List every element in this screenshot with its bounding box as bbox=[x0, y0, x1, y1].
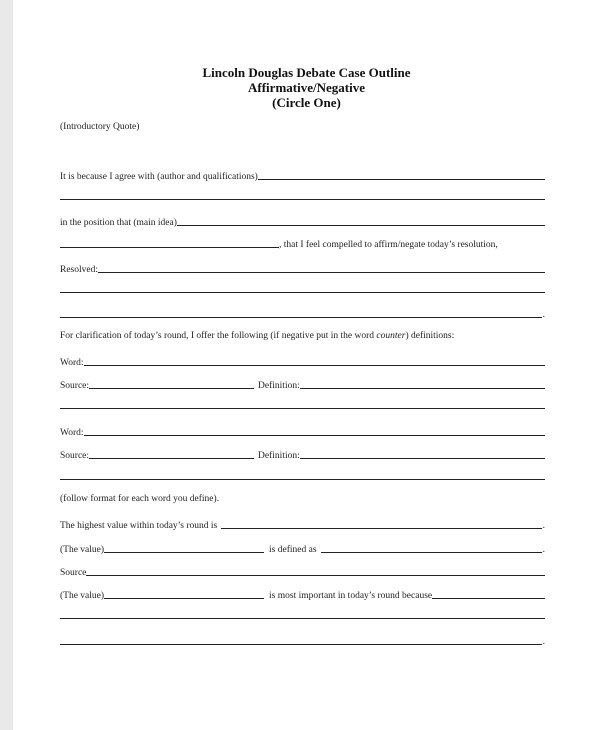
introductory-quote-label: (Introductory Quote) bbox=[60, 122, 140, 132]
word-row bbox=[60, 354, 545, 368]
clarification-suffix: ) definitions: bbox=[405, 331, 455, 341]
document-subtitle: Affirmative/Negative bbox=[248, 80, 365, 95]
definition-blank[interactable] bbox=[300, 458, 545, 459]
defined-as-label: is defined as bbox=[269, 545, 317, 555]
resolved-label: Resolved: bbox=[60, 265, 98, 275]
position-blank[interactable] bbox=[177, 225, 545, 226]
definition-label: Definition: bbox=[258, 381, 300, 391]
word-blank[interactable] bbox=[84, 435, 545, 436]
source-blank[interactable] bbox=[89, 388, 254, 389]
blank-line[interactable] bbox=[60, 408, 545, 409]
circle-one-instruction: (Circle One) bbox=[272, 95, 341, 110]
resolved-end-row bbox=[60, 306, 545, 320]
agree-with-label: It is because I agree with (author and qualifications) bbox=[60, 172, 258, 182]
period: . bbox=[542, 521, 545, 531]
document-title: Lincoln Douglas Debate Case Outline bbox=[202, 65, 411, 80]
value-blank[interactable] bbox=[104, 552, 264, 553]
blank-line[interactable] bbox=[60, 199, 545, 200]
compelled-row bbox=[60, 236, 545, 250]
clarification-prefix: For clarification of today’s round, I offer the following (if negative put in the word bbox=[60, 331, 377, 341]
source-blank[interactable] bbox=[86, 575, 545, 576]
source-label: Source: bbox=[60, 451, 90, 461]
value-defined-row bbox=[60, 541, 545, 555]
blank-line[interactable] bbox=[60, 317, 542, 318]
value-source-row bbox=[60, 564, 545, 578]
most-important-row bbox=[60, 587, 545, 601]
word-row bbox=[60, 424, 545, 438]
definition-blank[interactable] bbox=[321, 552, 542, 553]
source-blank[interactable] bbox=[89, 458, 254, 459]
clarification-instruction bbox=[60, 331, 454, 341]
blank-line[interactable] bbox=[60, 292, 545, 293]
main-idea-blank[interactable] bbox=[60, 247, 279, 248]
source-label: Source: bbox=[60, 381, 90, 391]
definition-label: Definition: bbox=[258, 451, 300, 461]
blank-line[interactable] bbox=[60, 644, 542, 645]
position-label: in the position that (main idea) bbox=[60, 218, 177, 228]
definition-blank[interactable] bbox=[300, 388, 545, 389]
highest-value-row bbox=[60, 517, 545, 531]
reason-blank[interactable] bbox=[432, 598, 545, 599]
word-label: Word: bbox=[60, 358, 84, 368]
the-value-label: (The value) bbox=[60, 545, 105, 555]
value-blank[interactable] bbox=[104, 598, 264, 599]
resolved-row bbox=[60, 261, 545, 275]
source-label: Source bbox=[60, 568, 87, 578]
blank-line[interactable] bbox=[60, 618, 545, 619]
period: . bbox=[542, 545, 545, 555]
reason-end-row bbox=[60, 633, 545, 647]
the-value-label: (The value) bbox=[60, 591, 105, 601]
period: . bbox=[542, 637, 545, 647]
position-row bbox=[60, 214, 545, 228]
clarification-emphasis: counter bbox=[376, 331, 406, 341]
word-label: Word: bbox=[60, 428, 84, 438]
compelled-text: , that I feel compelled to affirm/negate today’s resolution, bbox=[279, 240, 498, 250]
blank-line[interactable] bbox=[60, 479, 545, 480]
source-definition-row bbox=[60, 377, 545, 391]
source-definition-row bbox=[60, 447, 545, 461]
agree-with-blank[interactable] bbox=[258, 179, 545, 180]
word-blank[interactable] bbox=[84, 365, 545, 366]
highest-value-label: The highest value within today’s round is bbox=[60, 521, 218, 531]
follow-format-note: (follow format for each word you define). bbox=[60, 494, 220, 504]
document-page bbox=[13, 0, 600, 730]
highest-value-blank[interactable] bbox=[221, 528, 541, 529]
agree-with-row bbox=[60, 168, 545, 182]
most-important-label: is most important in today’s round because bbox=[269, 591, 433, 601]
resolved-blank[interactable] bbox=[98, 272, 545, 273]
period: . bbox=[542, 310, 545, 320]
